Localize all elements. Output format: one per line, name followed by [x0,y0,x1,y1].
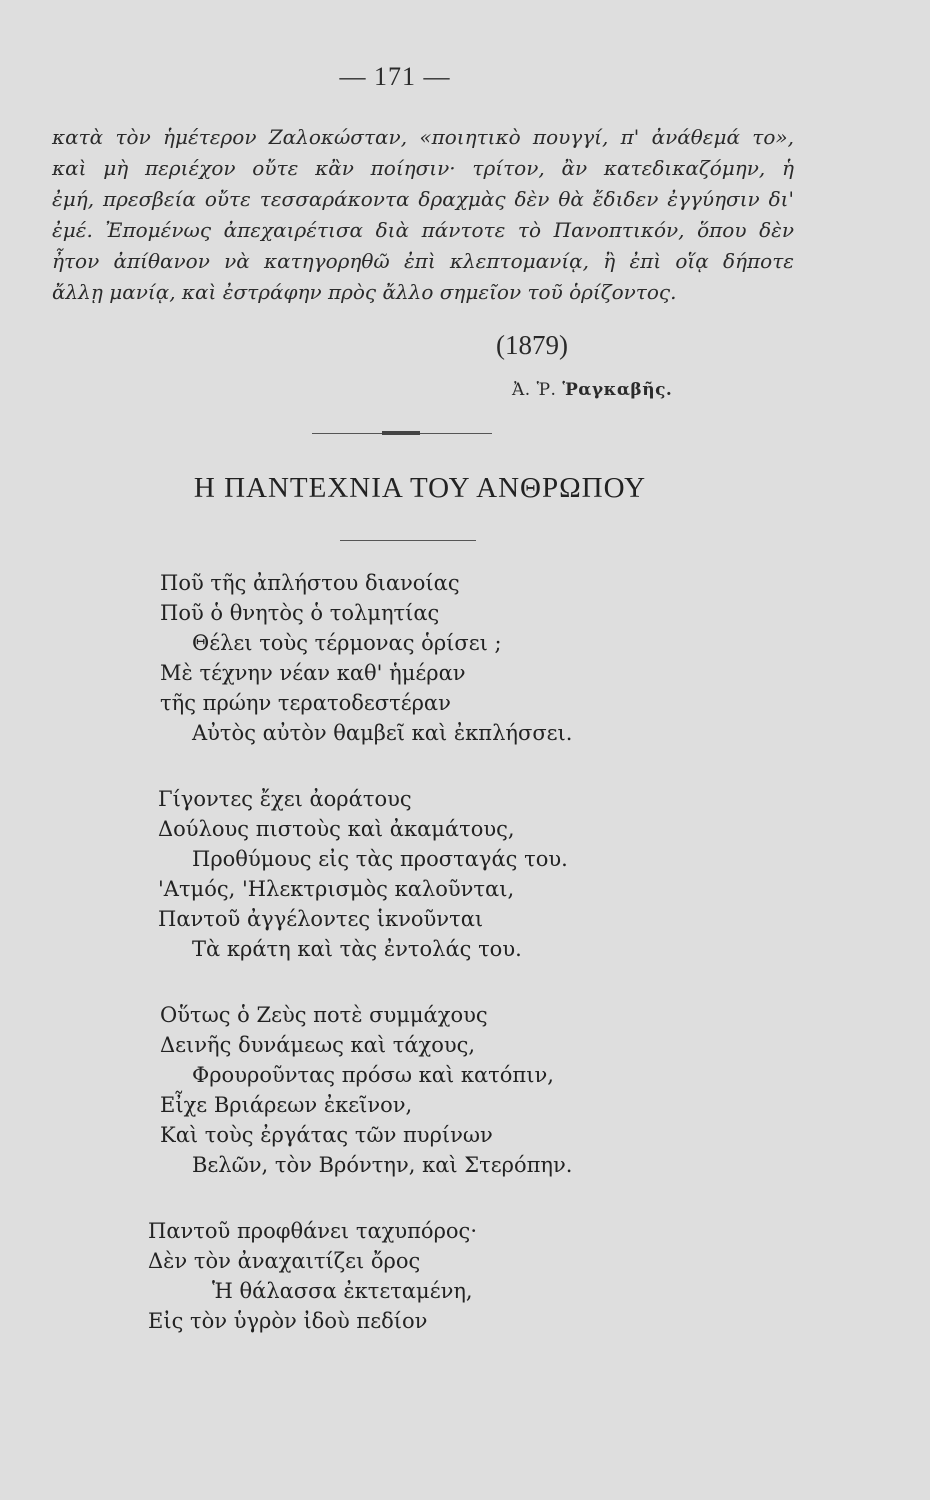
verse-line: Εἰς τὸν ὑγρὸν ἰδοὺ πεδίον [148,1309,428,1333]
verse-line: Αὐτὸς αὐτὸν θαμβεῖ καὶ ἐκπλήσσει. [192,721,573,745]
verse-line: Θέλει τοὺς τέρμονας ὁρίσει ; [192,631,502,655]
prose-line: ἐμέ. Ἐπομένως ἀπεχαιρέτισα διὰ πάντοτε τὸ Πανοπτικόν, ὅπου δὲν [52,218,794,242]
verse-line: Δούλους πιστοὺς καὶ ἀκαμάτους, [158,817,515,841]
stanza [148,784,788,964]
verse-line: Τὰ κράτη καὶ τὰς ἐντολάς του. [192,937,522,961]
verse-line: 'Ατμός, 'Ηλεκτρισμὸς καλοῦνται, [158,877,515,901]
verse-line: Ἡ θάλασσα ἐκτεταμένη, [212,1279,473,1303]
verse-line: Παντοῦ προφθάνει ταχυπόρος· [148,1219,477,1243]
verse-line: Ποῦ ὁ θνητὸς ὁ τολμητίας [160,601,440,625]
verse-line: Εἶχε Βριάρεων ἐκεῖνον, [160,1093,413,1117]
title-underline [340,540,476,541]
author-initials: Ἀ. Ῥ. [512,380,557,400]
prose-line: ἦτον ἀπίθανον νὰ κατηγορηθῶ ἐπὶ κλεπτομανίᾳ, ἢ ἐπὶ οἵᾳ δήποτε [52,249,794,273]
verse-line: Καὶ τοὺς ἐργάτας τῶν πυρίνων [160,1123,493,1147]
stanza [148,568,788,748]
prose-line: ἄλλῃ μανίᾳ, καὶ ἐστράφην πρὸς ἄλλο σημεῖον τοῦ ὁρίζοντος. [52,280,677,304]
verse-line: Δὲν τὸν ἀναχαιτίζει ὄρος [148,1249,421,1273]
stanza [148,1216,788,1336]
stanza [148,1000,788,1180]
prose-paragraph [52,122,794,308]
verse-line: Προθύμους εἰς τὰς προσταγάς του. [192,847,568,871]
prose-line: καὶ μὴ περιέχον οὔτε κἂν ποίησιν· τρίτον, ἂν κατεδικαζόμην, ἡ [52,156,794,180]
prose-line: ἐμή, πρεσβεία οὔτε τεσσαράκοντα δραχμὰς δὲν θὰ ἔδιδεν ἐγγύησιν δι' [52,187,794,211]
verse-line: Μὲ τέχνην νέαν καθ' ἡμέραν [160,661,466,685]
author-name: Ῥαγκαβῆς. [562,380,673,400]
author-signature [512,380,672,400]
verse-line: Οὕτως ὁ Ζεὺς ποτὲ συμμάχους [160,1003,488,1027]
poem-body [148,568,788,1372]
poem-title: Η ΠΑΝΤΕΧΝΙΑ ΤΟΥ ΑΝΘΡΩΠΟΥ [193,472,647,504]
prose-line: κατὰ τὸν ἡμέτερον Ζαλοκώσταν, «ποιητικὸ πουγγί, π' ἀνάθεμά το», [52,125,794,149]
date-line: (1879) [496,330,568,360]
section-divider-ornament [382,431,420,435]
verse-line: Ποῦ τῆς ἀπλήστου διανοίας [160,571,460,595]
verse-line: Γίγοντες ἔχει ἀοράτους [158,787,412,811]
verse-line: Βελῶν, τὸν Βρόντην, καὶ Στερόπην. [192,1153,573,1177]
verse-line: Φρουροῦντας πρόσω καὶ κατόπιν, [192,1063,554,1087]
verse-line: Παντοῦ ἀγγέλοντες ἱκνοῦνται [158,907,484,931]
verse-line: τῆς πρώην τερατοδεστέραν [160,691,451,715]
page-number: — 171 — [339,62,451,91]
verse-line: Δεινῆς δυνάμεως καὶ τάχους, [160,1033,476,1057]
